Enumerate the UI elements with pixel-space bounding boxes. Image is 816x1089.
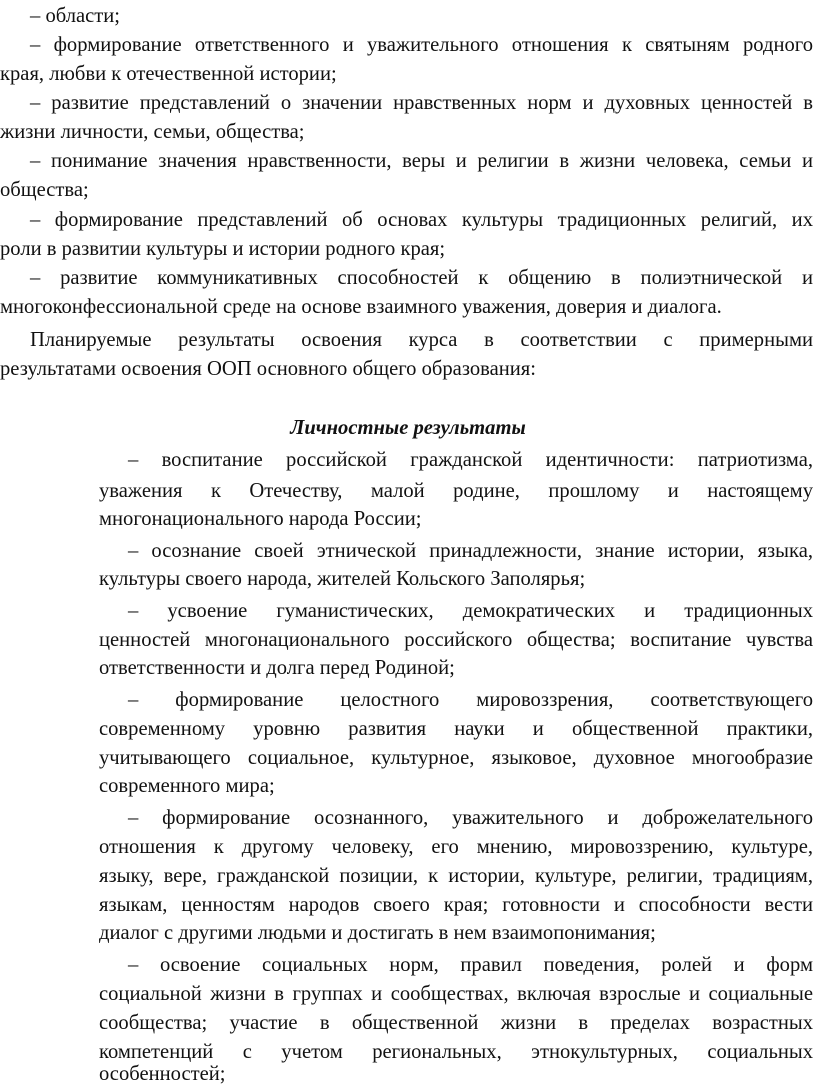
list-item-line: – формирование осознанного, уважительного и доброжелательного [128, 807, 813, 829]
text-line: результатами освоения ООП основного общего образования: [0, 358, 536, 380]
list-item-line: социальной жизни в группах и сообществах, включая взрослые и социальные [99, 983, 813, 1005]
list-item-line: многонационального народа России; [99, 508, 422, 530]
text-line: – развитие коммуникативных способностей к общению в полиэтнической и [30, 267, 813, 289]
text-line: многоконфессиональной среде на основе взаимного уважения, доверия и диалога. [0, 296, 722, 318]
list-item-line: языку, вере, гражданской позиции, к истории, культуре, религии, традициям, [99, 865, 813, 887]
text-line: – формирование представлений об основах культуры традиционных религий, их [30, 209, 813, 231]
text-line: – области; [30, 5, 121, 27]
list-item-line: – воспитание российской гражданской идентичности: патриотизма, [128, 449, 813, 471]
list-item-line: – освоение социальных норм, правил поведения, ролей и форм [128, 954, 813, 976]
list-item-line: ответственности и долга перед Родиной; [99, 657, 455, 679]
list-item-line: современного мира; [99, 775, 275, 797]
list-item-line: компетенций с учетом региональных, этнокультурных, социальных [99, 1041, 813, 1063]
list-item-line: – усвоение гуманистических, демократических и традиционных [128, 600, 813, 622]
text-line: жизни личности, семьи, общества; [0, 121, 305, 143]
text-line: общества; [0, 179, 89, 201]
text-line: роли в развитии культуры и истории родного края; [0, 238, 446, 260]
list-item-line: современному уровню развития науки и общественной практики, [99, 718, 813, 740]
list-item-line: – формирование целостного мировоззрения, соответствующего [128, 689, 813, 711]
text-line: – развитие представлений о значении нравственных норм и духовных ценностей в [30, 92, 813, 114]
text-line: края, любви к отечественной истории; [0, 63, 337, 85]
list-item-line: учитывающего социальное, культурное, языковое, духовное многообразие [99, 747, 813, 769]
text-line: – понимание значения нравственности, веры и религии в жизни человека, семьи и [30, 150, 813, 172]
list-item-line: языкам, ценностям народов своего края; готовности и способности вести [99, 894, 813, 916]
list-item-line: особенностей; [99, 1063, 226, 1085]
list-item-line: сообщества; участие в общественной жизни в пределах возрастных [99, 1012, 813, 1034]
list-item-line: уважения к Отечеству, малой родине, прошлому и настоящему [99, 480, 813, 502]
list-item-line: отношения к другому человеку, его мнению, мировоззрению, культуре, [99, 836, 813, 858]
list-item-line: диалог с другими людьми и достигать в нем взаимопонимания; [99, 922, 656, 944]
text-line: – формирование ответственного и уважительного отношения к святыням родного [30, 34, 813, 56]
list-item-line: культуры своего народа, жителей Кольского Заполярья; [99, 568, 586, 590]
text-line: Планируемые результаты освоения курса в соответствии с примерными [30, 329, 813, 351]
section-heading: Личностные результаты [290, 417, 526, 439]
list-item-line: – осознание своей этнической принадлежности, знание истории, языка, [128, 540, 813, 562]
list-item-line: ценностей многонационального российского общества; воспитание чувства [99, 629, 813, 651]
